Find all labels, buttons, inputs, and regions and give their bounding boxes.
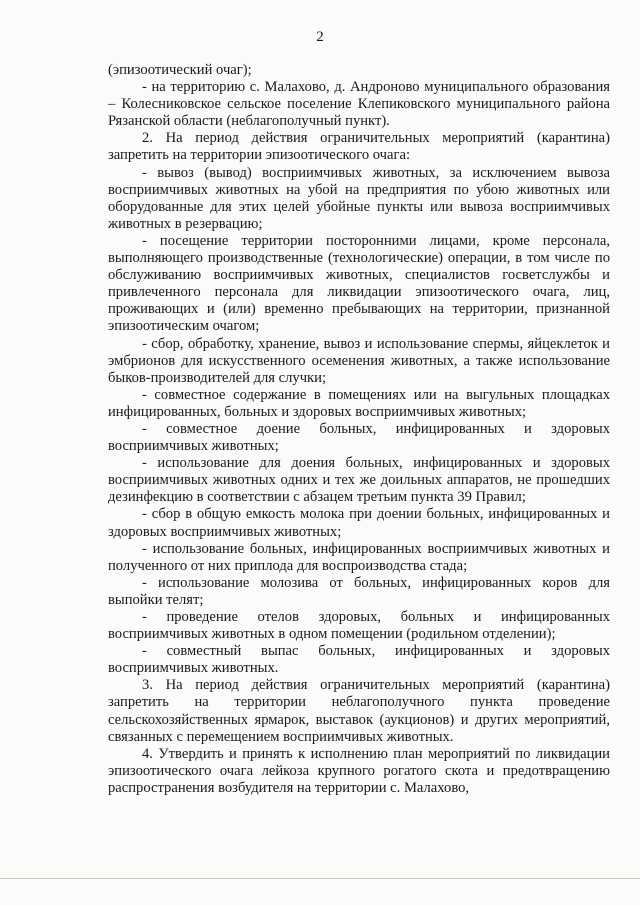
paragraph-1: (эпизоотический очаг); xyxy=(108,62,252,78)
paragraph-15: 3. На период действия ограничительных мероприятий (карантина) запретить на территории неблагополучного пункта проведение сельскохозяйственных ярмарок, выставок (аукционов) и других мероприятий, связанных с перемещением восприимчивых животных. xyxy=(108,677,610,745)
page-number: 2 xyxy=(316,29,324,45)
paragraph-12: - использование молозива от больных, инфицированных коров для выпойки телят; xyxy=(108,574,610,608)
bottom-divider xyxy=(0,878,640,879)
paragraph-11: - использование больных, инфицированных восприимчивых животных и полученного от них приплода для воспроизводства стада; xyxy=(108,540,610,574)
paragraph-14: - совместный выпас больных, инфицированных и здоровых восприимчивых животных. xyxy=(108,643,610,677)
paragraph-3: 2. На период действия ограничительных мероприятий (карантина) запретить на территории эпизоотического очага: xyxy=(108,130,610,164)
paragraph-7: - совместное содержание в помещениях или на выгульных площадках инфицированных, больных и здоровых восприимчивых животных; xyxy=(108,386,610,420)
paragraph-2: - на территорию с. Малахово, д. Андроново муниципального образования – Колесниковское сельское поселение Клепиковского муниципального района Рязанской области (неблагополучный пункт). xyxy=(108,79,610,130)
document-body xyxy=(108,62,610,797)
paragraph-10: - сбор в общую емкость молока при доении больных, инфицированных и здоровых восприимчивых животных; xyxy=(108,506,610,540)
paragraph-5: - посещение территории посторонними лицами, кроме персонала, выполняющего производственные (технологические) операции, в том числе по обслуживанию восприимчивых животных, специалистов госветслужбы и привлеченного персонала для ликвидации эпизоотического очага, лиц, проживающих и (или) временно пребывающих на территории, признанной эпизоотическим очагом; xyxy=(108,232,610,335)
paragraph-4: - вывоз (вывод) восприимчивых животных, за исключением вывоза восприимчивых животных на убой на предприятия по убою животных или оборудованные для этих целей убойные пункты или вывоза восприимчивых животных в резервацию; xyxy=(108,164,610,232)
paragraph-16: 4. Утвердить и принять к исполнению план мероприятий по ликвидации эпизоотического очага лейкоза крупного рогатого скота и предотвращению распространения возбудителя на территории с. Малахово, xyxy=(108,745,610,796)
paragraph-6: - сбор, обработку, хранение, вывоз и использование спермы, яйцеклеток и эмбрионов для искусственного осеменения животных, а также использование быков-производителей для случки; xyxy=(108,335,610,386)
paragraph-9: - использование для доения больных, инфицированных и здоровых восприимчивых животных одних и тех же доильных аппаратов, не прошедших дезинфекцию в соответствии с абзацем третьим пункта 39 Правил; xyxy=(108,455,610,506)
paragraph-8: - совместное доение больных, инфицированных и здоровых восприимчивых животных; xyxy=(108,420,610,455)
paragraph-13: - проведение отелов здоровых, больных и инфицированных восприимчивых животных в одном помещении (родильном отделении); xyxy=(108,609,610,643)
